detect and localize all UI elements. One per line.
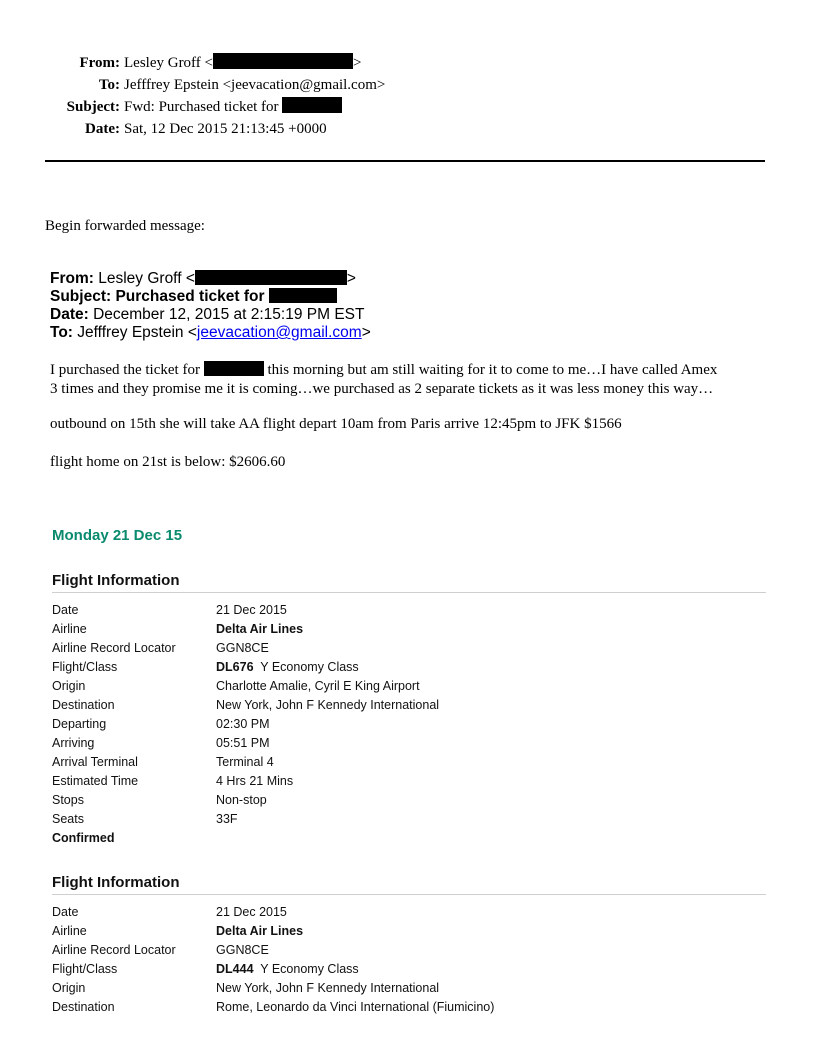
fwd-to-email-link[interactable]: jeevacation@gmail.com [196, 324, 362, 341]
row-value: New York, John F Kennedy International [216, 981, 440, 995]
row-value: Non-stop [216, 793, 267, 807]
from-label: From: [79, 55, 120, 71]
section-title: Flight Information [52, 572, 766, 593]
subject-label: Subject: [66, 99, 120, 115]
p1-line1 [50, 361, 770, 380]
fwd-from-close: > [346, 270, 356, 287]
date-value: Sat, 12 Dec 2015 21:13:45 +0000 [124, 121, 327, 137]
row-value: 05:51 PM [216, 736, 270, 750]
redacted-name [204, 361, 264, 376]
row-label: Flight/Class [52, 660, 118, 674]
fwd-date-label: Date: [50, 306, 89, 323]
header-divider [45, 160, 765, 162]
row-record-locator [52, 941, 766, 960]
email-header [0, 52, 816, 140]
row-value [216, 960, 359, 979]
fwd-subject-label: Subject: [50, 288, 112, 305]
to-value: Jefffrey Epstein <jeevacation@gmail.com> [124, 77, 386, 93]
row-label: Arrival Terminal [52, 755, 138, 769]
row-estimated-time [52, 772, 766, 791]
fwd-to-label: To: [50, 324, 73, 341]
row-value: New York, John F Kennedy International [216, 698, 440, 712]
row-value: Rome, Leonardo da Vinci International (Fiumicino) [216, 1000, 495, 1014]
row-value: Delta Air Lines [216, 924, 304, 938]
redacted-email [213, 53, 353, 69]
fwd-from-name: Lesley Groff < [98, 270, 195, 287]
from-value [124, 52, 361, 74]
row-label: Seats [52, 812, 84, 826]
row-label: Departing [52, 717, 107, 731]
flight-info-section [52, 572, 766, 848]
class-text: Y Economy Class [257, 962, 359, 976]
row-label: Arriving [52, 736, 95, 750]
forward-intro: Begin forwarded message: [45, 218, 205, 234]
row-value: Terminal 4 [216, 755, 274, 769]
header-from-row [0, 52, 816, 74]
fwd-to-name: Jefffrey Epstein < [77, 324, 197, 341]
row-label: Flight/Class [52, 962, 118, 976]
row-value [216, 658, 359, 677]
row-label: Airline Record Locator [52, 943, 176, 957]
row-arrival-terminal [52, 753, 766, 772]
subject-value [124, 96, 342, 118]
row-label: Origin [52, 679, 86, 693]
row-label: Destination [52, 698, 115, 712]
fwd-subject-row [50, 288, 371, 306]
from-close: > [353, 55, 362, 71]
row-label: Date [52, 603, 79, 617]
fwd-subject-value: Purchased ticket for [115, 288, 265, 305]
row-origin [52, 677, 766, 696]
redacted-name [269, 288, 337, 303]
header-date-row [0, 118, 816, 140]
row-value: GGN8CE [216, 641, 269, 655]
forwarded-header [50, 270, 371, 342]
fwd-to-row [50, 324, 371, 342]
row-value: 4 Hrs 21 Mins [216, 774, 294, 788]
message-paragraph-3: flight home on 21st is below: $2606.60 [50, 454, 286, 470]
to-label: To: [98, 77, 120, 93]
class-text: Y Economy Class [257, 660, 359, 674]
flight-code: DL676 [216, 660, 254, 674]
row-label: Stops [52, 793, 84, 807]
flight-info-section [52, 874, 766, 1017]
row-destination [52, 998, 766, 1017]
row-departing [52, 715, 766, 734]
row-airline [52, 922, 766, 941]
row-seats [52, 810, 766, 829]
row-value: 33F [216, 812, 238, 826]
row-arriving [52, 734, 766, 753]
row-flight-class [52, 658, 766, 677]
row-value: 21 Dec 2015 [216, 603, 287, 617]
row-status [52, 829, 766, 848]
message-paragraph-1 [50, 361, 770, 399]
row-destination [52, 696, 766, 715]
row-record-locator [52, 639, 766, 658]
fwd-date-value: December 12, 2015 at 2:15:19 PM EST [93, 306, 365, 323]
row-value: GGN8CE [216, 943, 269, 957]
row-value: 21 Dec 2015 [216, 905, 287, 919]
header-subject-row [0, 96, 816, 118]
row-stops [52, 791, 766, 810]
fwd-from-label: From: [50, 270, 94, 287]
row-value: Delta Air Lines [216, 622, 304, 636]
redacted-name [282, 97, 342, 113]
row-label: Date [52, 905, 79, 919]
row-label: Estimated Time [52, 774, 139, 788]
flight-code: DL444 [216, 962, 254, 976]
row-label: Origin [52, 981, 86, 995]
row-label: Airline [52, 622, 87, 636]
row-airline [52, 620, 766, 639]
row-label: Destination [52, 1000, 115, 1014]
fwd-to-close: > [361, 324, 371, 341]
header-to-row [0, 74, 816, 96]
row-flight-class [52, 960, 766, 979]
row-label: Airline Record Locator [52, 641, 176, 655]
fwd-date-row [50, 306, 371, 324]
date-label: Date: [85, 121, 120, 137]
row-value: Charlotte Amalie, Cyril E King Airport [216, 679, 420, 693]
fwd-from-row [50, 270, 371, 288]
row-label: Airline [52, 924, 87, 938]
row-date [52, 903, 766, 922]
message-paragraph-2: outbound on 15th she will take AA flight depart 10am from Paris arrive 12:45pm to JFK $1566 [50, 416, 622, 432]
subject-text: Fwd: Purchased ticket for [124, 99, 279, 115]
p1-start: I purchased the ticket for [50, 362, 200, 378]
p1-rest: this morning but am still waiting for it to come to me…I have called Amex [267, 362, 718, 378]
from-name: Lesley Groff < [124, 55, 213, 71]
section-title: Flight Information [52, 874, 766, 895]
row-value: 02:30 PM [216, 717, 270, 731]
redacted-email [195, 270, 347, 285]
day-heading: Monday 21 Dec 15 [52, 527, 183, 544]
status-confirmed: Confirmed [52, 831, 115, 845]
row-date [52, 601, 766, 620]
row-origin [52, 979, 766, 998]
p1-line2: 3 times and they promise me it is coming…we purchased as 2 separate tickets as it was less money this way… [50, 381, 714, 397]
